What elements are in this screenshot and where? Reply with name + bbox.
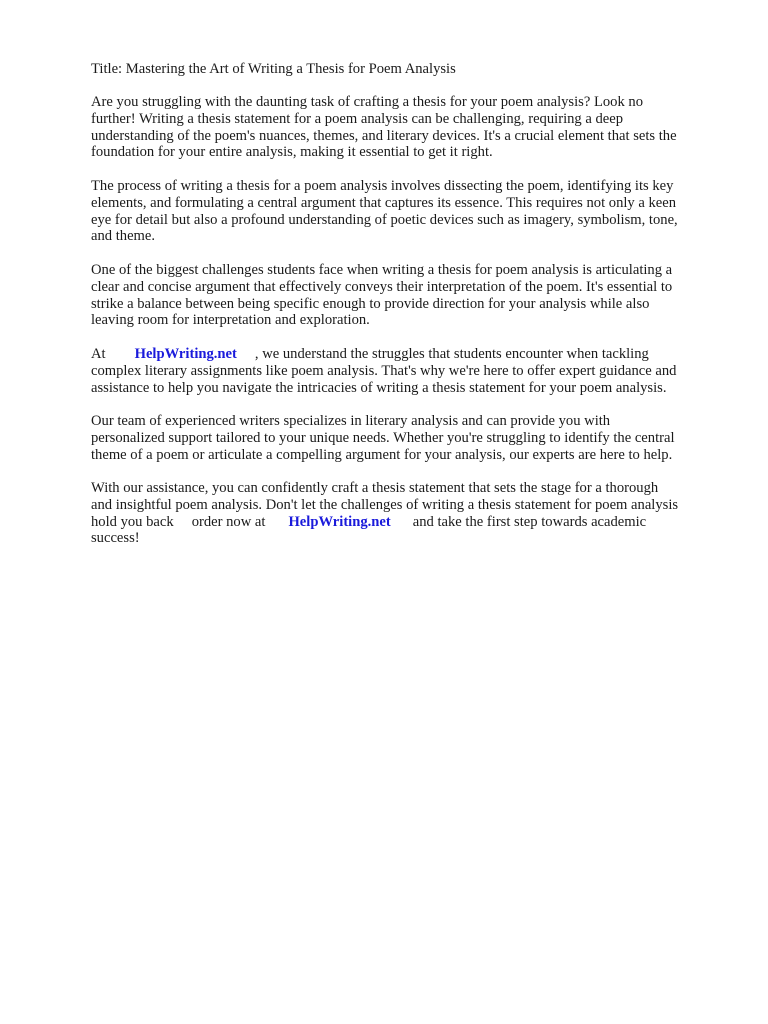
paragraph-line: personalized support tailored to your unique needs. Whether you're struggling to identify the central (91, 429, 675, 446)
paragraph-line: and theme. (91, 228, 156, 245)
paragraph-line: foundation for your entire analysis, making it essential to get it right. (91, 144, 493, 161)
paragraph-assistance (91, 480, 731, 547)
document-title (91, 61, 731, 78)
paragraph-process (91, 178, 731, 245)
paragraph-line: strike a balance between being specific enough to provide direction for your analysis while also (91, 295, 650, 312)
paragraph-line: leaving room for interpretation and exploration. (91, 312, 370, 329)
paragraph-line (91, 514, 731, 531)
paragraph-helpwriting (91, 346, 731, 396)
paragraph-line: With our assistance, you can confidently craft a thesis statement that sets the stage for a thorough (91, 480, 659, 496)
helpwriting-link[interactable]: HelpWriting.net (288, 513, 391, 530)
text-at: At (91, 346, 106, 362)
paragraph-line: One of the biggest challenges students face when writing a thesis for poem analysis is articulating a (91, 262, 673, 278)
text-hold-back: hold you back (91, 513, 174, 530)
paragraph-line: success! (91, 530, 140, 547)
paragraph-line: The process of writing a thesis for a poem analysis involves dissecting the poem, identifying its key (91, 178, 674, 194)
paragraph-line: assistance to help you navigate the intricacies of writing a thesis statement for your poem analysis. (91, 379, 667, 396)
text-after-link: , we understand the struggles that students encounter when tackling (254, 346, 649, 362)
helpwriting-link[interactable]: HelpWriting.net (134, 346, 237, 362)
paragraph-line: further! Writing a thesis statement for a poem analysis can be challenging, requiring a deep (91, 110, 624, 127)
title-line: Title: Mastering the Art of Writing a Thesis for Poem Analysis (91, 61, 456, 77)
paragraph-line: Our team of experienced writers specializes in literary analysis and can provide you with (91, 413, 611, 429)
paragraph-line: theme of a poem or articulate a compelling argument for your analysis, our experts are here to help. (91, 446, 673, 463)
paragraph-line: elements, and formulating a central argument that captures its essence. This requires not only a keen (91, 194, 677, 211)
paragraph-line: clear and concise argument that effectively conveys their interpretation of the poem. It's essential to (91, 278, 673, 295)
paragraph-intro (91, 94, 731, 161)
text-order-now: order now at (191, 513, 266, 530)
paragraph-line: complex literary assignments like poem analysis. That's why we're here to offer expert guidance and (91, 362, 677, 379)
text-first-step: and take the first step towards academic (412, 513, 647, 530)
paragraph-line: eye for detail but also a profound understanding of poetic devices such as imagery, symbolism, tone, (91, 211, 678, 228)
paragraph-line: understanding of the poem's nuances, themes, and literary devices. It's a crucial element that sets the (91, 127, 677, 144)
paragraph-line: Are you struggling with the daunting task of crafting a thesis for your poem analysis? Look no (91, 94, 644, 110)
paragraph-line (91, 346, 731, 363)
paragraph-challenges (91, 262, 731, 329)
paragraph-line: and insightful poem analysis. Don't let the challenges of writing a thesis statement for poem analysis (91, 496, 679, 513)
paragraph-team (91, 413, 731, 463)
